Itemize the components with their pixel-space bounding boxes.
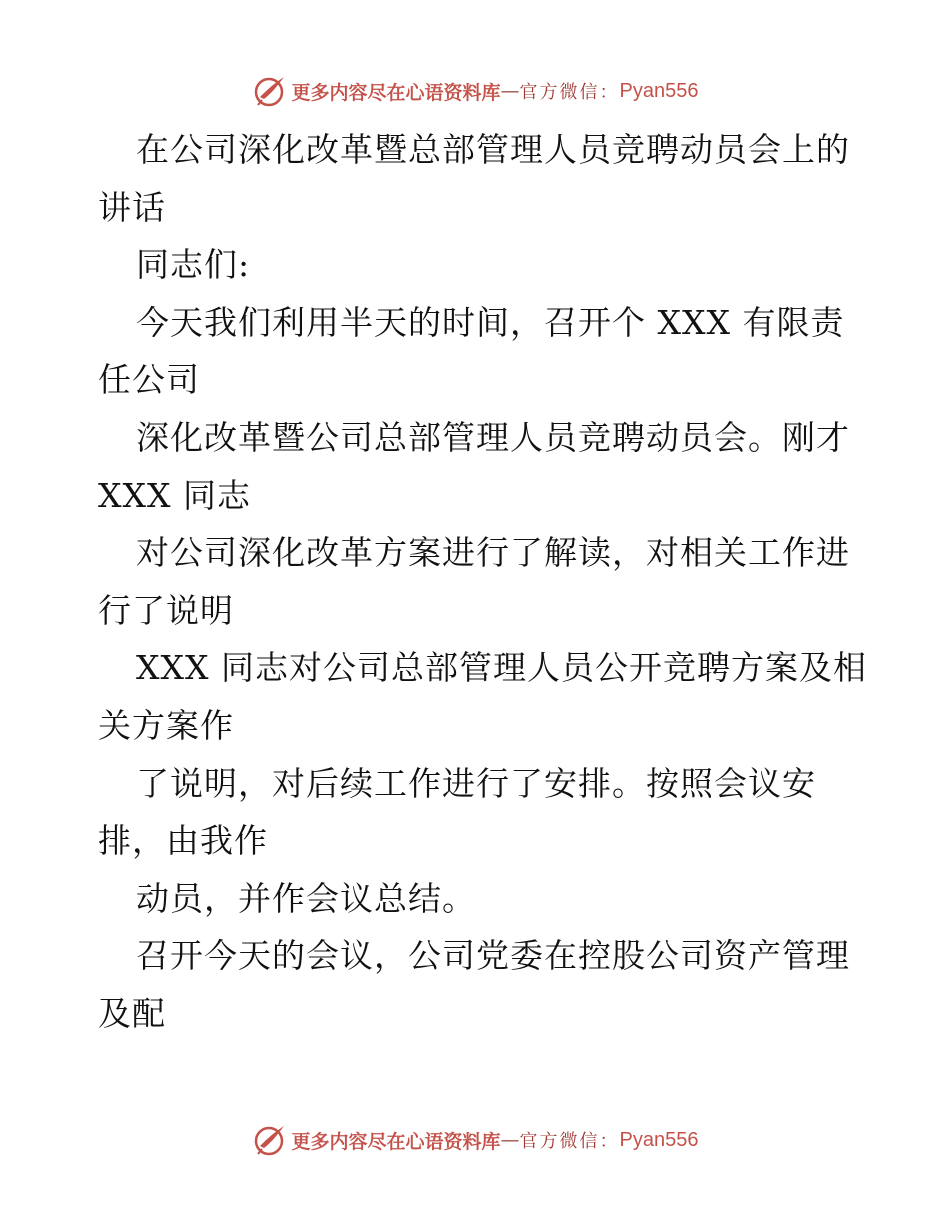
text-line: 今天我们利用半天的时间，召开个 XXX 有限责 [136, 302, 845, 342]
text-line: 行了说明 [98, 590, 234, 630]
watermark-sub-text: 官方微信： [519, 1131, 620, 1152]
document-body [98, 121, 868, 1043]
watermark-separator: — [500, 1129, 520, 1151]
text-line: 同志们: [136, 245, 251, 285]
footer-watermark [0, 1120, 950, 1160]
text-line: 排，由我作 [98, 821, 268, 861]
text-line: 了说明，对后续工作进行了安排。按照会议安 [136, 763, 816, 803]
text-line: 动员，并作会议总结。 [136, 878, 476, 918]
text-line: XXX 同志对公司总部管理人员公开竞聘方案及相 [136, 648, 867, 688]
text-line: XXX 同志 [98, 475, 251, 515]
text-line: 关方案作 [98, 705, 234, 745]
text-line: 召开今天的会议，公司党委在控股公司资产管理 [136, 936, 850, 976]
watermark-separator: — [500, 80, 520, 102]
text-line: 对公司深化改革方案进行了解读，对相关工作进 [136, 533, 850, 573]
quill-logo-icon [252, 1122, 288, 1158]
watermark-main-text: 更多内容尽在心语资料库 [291, 1130, 501, 1153]
text-line: 深化改革暨公司总部管理人员竞聘动员会。刚才 [136, 417, 850, 457]
text-line: 及配 [98, 993, 166, 1033]
header-watermark [0, 71, 950, 111]
watermark-main-text: 更多内容尽在心语资料库 [291, 81, 501, 104]
watermark-sub-text: 官方微信： [519, 82, 620, 103]
text-line: 讲话 [98, 187, 166, 227]
quill-logo-icon [252, 73, 288, 109]
watermark-id: Pyan556 [619, 79, 699, 102]
watermark-id: Pyan556 [619, 1128, 699, 1151]
text-line: 任公司 [98, 360, 200, 400]
text-line: 在公司深化改革暨总部管理人员竞聘动员会上的 [136, 130, 850, 169]
